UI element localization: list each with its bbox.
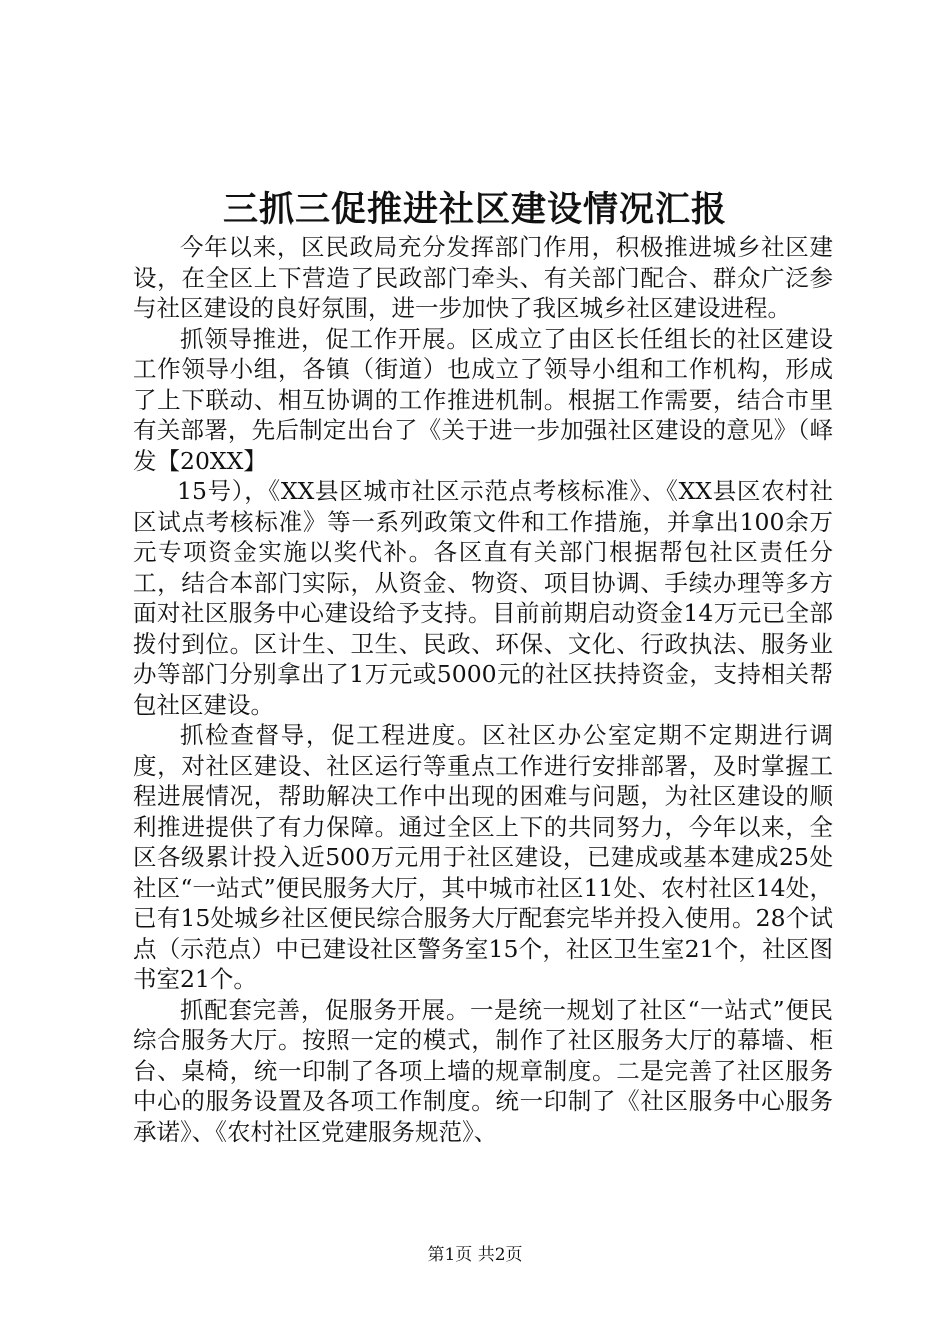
paragraph-facilities: 抓配套完善，促服务开展。一是统一规划了社区“一站式”便民综合服务大厅。按照一定的模式，制作了社区服务大厅的幕墙、柜台、桌椅，统一印制了各项上墙的规章制度。二是完善了社区服务中心的服务设置及各项工作制度。统一印制了《社区服务中心服务承诺》、《农村社区党建服务规范》、 xyxy=(133,995,833,1146)
document-body xyxy=(133,232,833,1147)
paragraph-intro: 今年以来，区民政局充分发挥部门作用，积极推进城乡社区建设，在全区上下营造了民政部门牵头、有关部门配合、群众广泛参与社区建设的良好氛围，进一步加快了我区城乡社区建设进程。 xyxy=(133,233,833,322)
page-indicator: 第1页 共2页 xyxy=(427,1245,523,1265)
document-title: 三抓三促推进社区建设情况汇报 xyxy=(222,189,727,230)
paragraph-policy-funding: 15号），《XX县区城市社区示范点考核标准》、《XX县区农村社区试点考核标准》等一系列政策文件和工作措施，并拿出100余万元专项资金实施以奖代补。各区直有关部门根据帮包社区责任分工，结合本部门实际，从资金、物资、项目协调、手续办理等多方面对社区服务中心建设给予支持。目前前期启动资金14万元已全部拨付到位。区计生、卫生、民政、环保、文化、行政执法、服务业办等部门分别拿出了1万元或5000元的社区扶持资金，支持相关帮包社区建设。 xyxy=(133,477,833,719)
paragraph-leadership: 抓领导推进，促工作开展。区成立了由区长任组长的社区建设工作领导小组，各镇（街道）也成立了领导小组和工作机构，形成了上下联动、相互协调的工作推进机制。根据工作需要，结合市里有关部署，先后制定出台了《关于进一步加强社区建设的意见》（峄发【20XX】 xyxy=(133,324,833,475)
paragraph-supervision: 抓检查督导，促工程进度。区社区办公室定期不定期进行调度，对社区建设、社区运行等重点工作进行安排部署，及时掌握工程进展情况，帮助解决工作中出现的困难与问题，为社区建设的顺利推进提供了有力保障。通过全区上下的共同努力，今年以来，全区各级累计投入近500万元用于社区建设，已建成或基本建成25处社区“一站式”便民服务大厅，其中城市社区11处、农村社区14处，已有15处城乡社区便民综合服务大厅配套完毕并投入使用。28个试点（示范点）中已建设社区警务室15个，社区卫生室21个，社区图书室21个。 xyxy=(133,721,833,993)
